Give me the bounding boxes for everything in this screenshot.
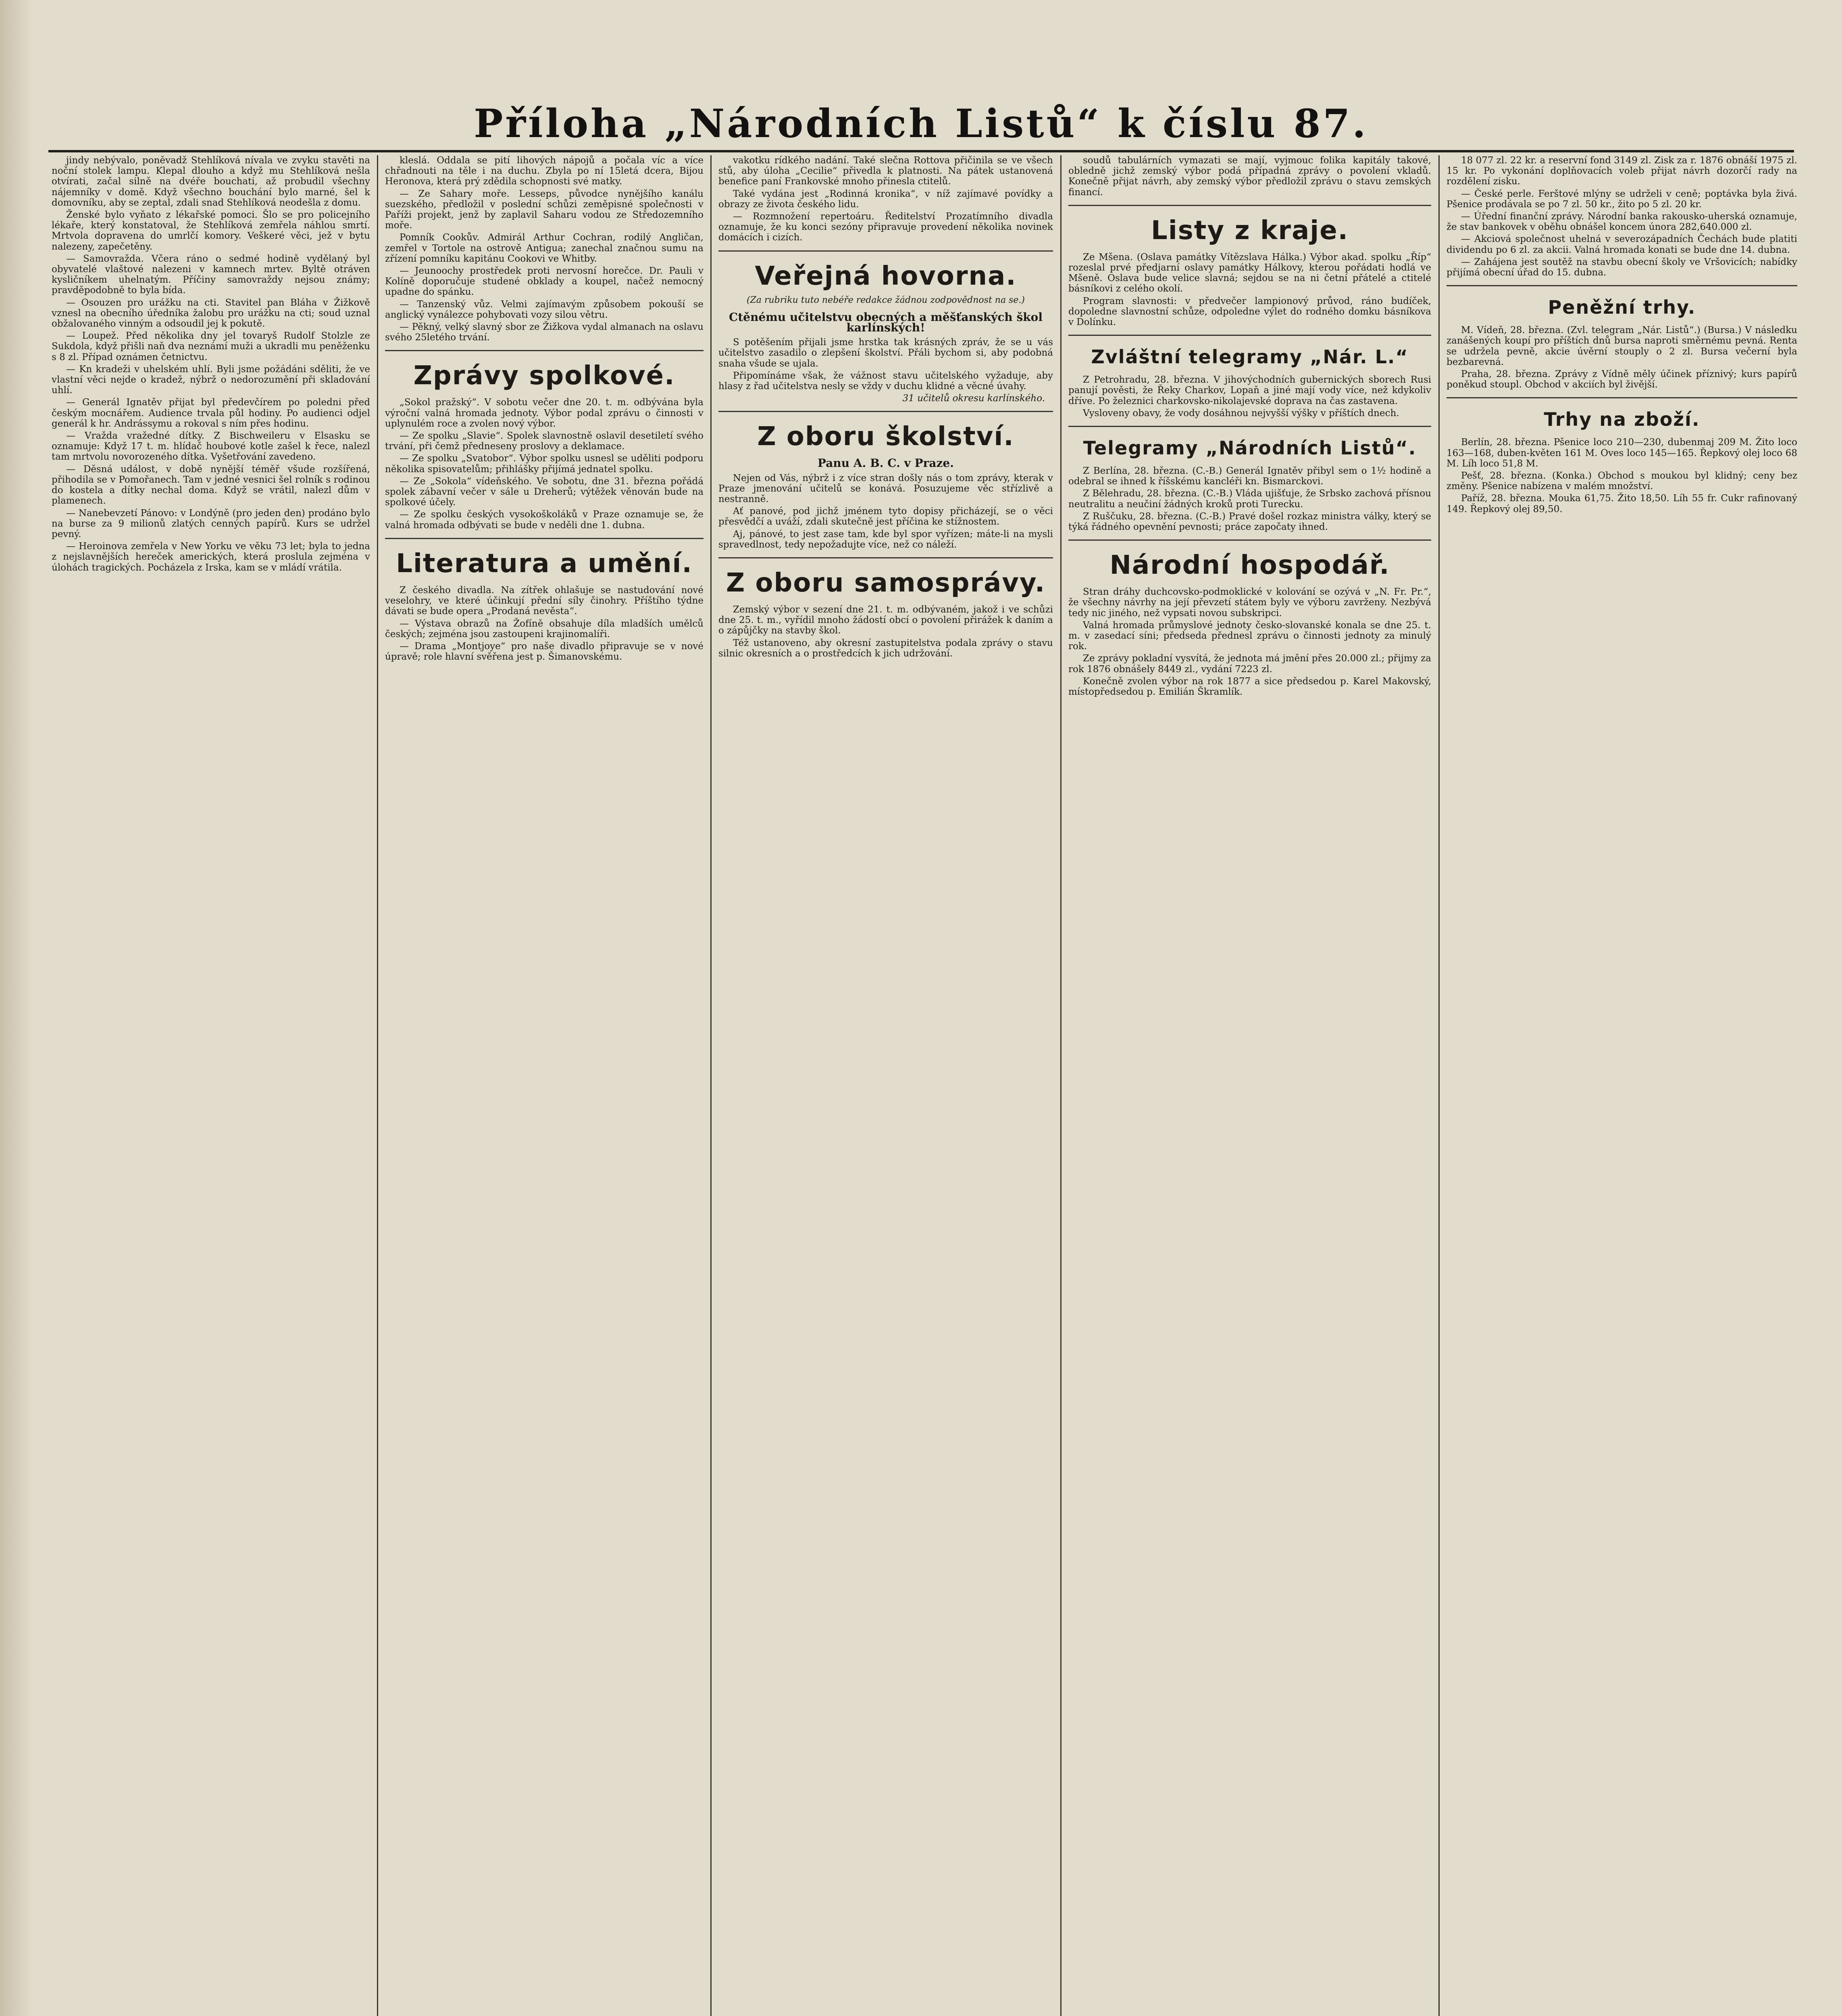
article-paragraph: Valná hromada průmyslové jednoty česko-slovanské konala se dne 25. t. m. v zasedací síni; předseda přednesl zprávu o činnosti jednoty za minulý rok.	[1068, 620, 1431, 652]
article-paragraph: — Ze „Sokola“ vídeňského. Ve sobotu, dne 31. března pořádá spolek zábavní večer v sále u Dreherů; výtěžek věnován bude na spolkové účely.	[385, 476, 703, 508]
article-paragraph: Ze Mšena. (Oslava památky Vítězslava Hálka.) Výbor akad. spolku „Říp“ rozeslal prvé předjarní oslavy památky Hálkovy, kterou pořádati hodlá ve Mšeně. Oslava bude velice slavná; sejdou se na ni četní přátelé a ctitelé básníkovi z celého okolí.	[1068, 252, 1431, 294]
article-paragraph: — Kn kradeži v uhelském uhlí. Byli jsme požádáni sděliti, že ve vlastní věci nejde o kradež, nýbrž o nedorozumění při skladování uhlí.	[52, 364, 370, 396]
article-paragraph: Praha, 28. března. Zprávy z Vídně měly účinek příznivý; kurs papírů poněkud stoupl. Obchod v akciích byl živější.	[1447, 369, 1797, 390]
article-paragraph: M. Vídeň, 28. března. (Zvl. telegram „Nár. Listů“.) (Bursa.) V následku zanášených koupí pro příštích dnů bursa naproti směrnému pevná. Renta se udržela pevně, akcie úvěrní stouply o 2 zl. Bursa večerní byla bezbarevná.	[1447, 325, 1797, 367]
section-rule	[1068, 539, 1431, 541]
section-heading: Z oboru školství.	[757, 422, 1014, 452]
section-heading: Telegramy „Národních Listů“.	[1083, 437, 1417, 459]
article-paragraph: — Vražda vražedné dítky. Z Bischweileru v Elsasku se oznamuje: Když 17 t. m. hlídač houbové kotle zašel k řece, nalezl tam mrtvolu novorozeného dítka. Vyšetřování zavedeno.	[52, 431, 370, 462]
section-heading: Literatura a umění.	[396, 548, 693, 579]
section-rule	[718, 557, 1053, 558]
article-title: Panu A. B. C. v Praze.	[817, 456, 954, 470]
column-5	[1447, 155, 1797, 2016]
section-heading: Národní hospodář.	[1109, 550, 1390, 581]
article-paragraph: Pomník Cookův. Admirál Arthur Cochran, rodilý Angličan, zemřel v Tortole na ostrově Antigua; zanechal značnou sumu na zřízení pomníku kapitánu Cookovi ve Whitby.	[385, 232, 703, 264]
column-divider	[710, 155, 712, 2016]
column-divider	[1060, 155, 1061, 2016]
article-paragraph: Též ustanoveno, aby okresní zastupitelstva podala zprávy o stavu silnic okresních a o prostředcích k jich udržování.	[718, 637, 1053, 659]
article-paragraph: Také vydána jest „Rodinná kronika“, v níž zajímavé povídky a obrazy ze života českého lidu.	[718, 188, 1053, 210]
article-paragraph: Berlín, 28. března. Pšenice loco 210—230, dubenmaj 209 M. Žito loco 163—168, duben-květen 161 M. Oves loco 145—165. Řepkový olej loco 68 M. Líh loco 51,8 M.	[1447, 437, 1797, 469]
article-paragraph: soudů tabulárních vymazati se mají, vyjmouc folika kapitály takové, obledně jichž zemský výbor podá případná zprávy o povolení vkladů. Konečně přijat návrh, aby zemský výbor předložil zprávu o stavu zemských financí.	[1068, 155, 1431, 198]
section-rule	[385, 538, 703, 539]
article-paragraph: — Loupež. Před několika dny jel tovaryš Rudolf Stolzle ze Sukdola, když přišli naň dva neznámí muži a ukradli mu peněženku s 8 zl. Případ oznámen četnictvu.	[52, 331, 370, 362]
section-rule	[1068, 335, 1431, 336]
column-3	[718, 155, 1053, 2016]
article-paragraph: — Akciová společnost uhelná v severozápadních Čechách bude platiti dividendu po 6 zl. za akcii. Valná hromada konati se bude dne 14. dubna.	[1447, 234, 1797, 255]
article-paragraph: — Osouzen pro urážku na cti. Stavitel pan Bláha v Žižkově vznesl na obecního úředníka žalobu pro urážku na cti; soud uznal obžalovaného vinným a odsoudil jej k pokutě.	[52, 297, 370, 329]
section-heading: Veřejná hovorna.	[755, 261, 1017, 291]
article-paragraph: — Ze spolku „Slavie“. Spolek slavnostně oslavil desetiletí svého trvání, při čemž předneseny proslovy a deklamace.	[385, 431, 703, 452]
section-heading: Zvláštní telegramy „Nár. L.“	[1091, 346, 1409, 368]
article-paragraph: kleslá. Oddala se pití lihových nápojů a počala víc a více chřadnouti na těle i na duchu. Zbyla po ní 15letá dcera, Bijou Heronova, která prý zdědila schopnosti své matky.	[385, 155, 703, 187]
article-paragraph: — Nanebevzetí Pánovo: v Londýně (pro jeden den) prodáno bylo na burse za 9 milionů zlatých cenných papírů. Kurs se udržel pevný.	[52, 508, 370, 539]
article-paragraph: — Rozmnožení repertoáru. Ředitelství Prozatímního divadla oznamuje, že ku konci sezóny připravuje provedení několika novinek domácích i cizích.	[718, 211, 1053, 243]
column-2	[385, 155, 703, 2016]
section-note: (Za rubriku tuto nebéře redakce žádnou zodpovědnost na se.)	[747, 295, 1025, 305]
article-paragraph: — Generál Ignatěv přijat byl předevčírem po poledni před českým mocnářem. Audience trvala půl hodiny. Po audienci odjel generál k hr. Andrássymu a rokoval s ním přes hodinu.	[52, 397, 370, 429]
section-rule	[718, 250, 1053, 252]
section-rule	[718, 411, 1053, 412]
article-paragraph: 18 077 zl. 22 kr. a reservní fond 3149 zl. Zisk za r. 1876 obnáší 1975 zl. 15 kr. Po vykonání doplňovacích voleb přijat návrh dozorčí rady na rozdělení zisku.	[1447, 155, 1797, 187]
article-paragraph: Vysloveny obavy, že vody dosáhnou nejvyšší výšky v příštích dnech.	[1083, 408, 1399, 419]
article-paragraph: Program slavnosti: v předvečer lampionový průvod, ráno budíček, dopoledne slavnostní schůze, odpoledne výlet do rodného domku básníkova v Dolínku.	[1068, 296, 1431, 328]
article-paragraph: — Zahájena jest soutěž na stavbu obecní školy ve Vršovicích; nabídky přijímá obecní úřad do 15. dubna.	[1447, 256, 1797, 278]
section-rule	[385, 350, 703, 351]
article-paragraph: Konečně zvolen výbor na rok 1877 a sice předsedou p. Karel Makovský, místopředsedou p. Emilián Škramlík.	[1068, 676, 1431, 698]
article-paragraph: Z českého divadla. Na zítřek ohlašuje se nastudování nové veselohry, ve které účinkují přední síly činohry. Příštího týdne dávati se bude opera „Prodaná nevěsta“.	[385, 585, 703, 617]
section-heading: Zprávy spolkové.	[413, 361, 675, 391]
column-1	[52, 155, 370, 2016]
article-paragraph: — Heroinova zemřela v New Yorku ve věku 73 let; byla to jedna z nejslavnějších hereček amerických, která proslula zejména v úlohách tragických. Pocházela z Irska, kam se v mládí vrátila.	[52, 541, 370, 573]
article-paragraph: — Výstava obrazů na Žofíně obsahuje díla mladších umělců českých; zejména jsou zastoupeni krajinomalíři.	[385, 618, 703, 639]
section-rule	[1068, 426, 1431, 427]
article-paragraph: — Úřední finanční zprávy. Národní banka rakousko-uherská oznamuje, že stav bankovek v oběhu obnášel koncem února 282,640.000 zl.	[1447, 211, 1797, 233]
section-rule	[1447, 397, 1797, 398]
article-paragraph: — Pěkný, velký slavný sbor ze Žižkova vydal almanach na oslavu svého 25letého trvání.	[385, 322, 703, 343]
column-4	[1068, 155, 1431, 2016]
article-paragraph: Z Petrohradu, 28. března. V jihovýchodních gubernických sborech Rusi panují pověsti, že Řeky Charkov, Lopaň a jiné mají vody více, než kdykoliv dříve. Po železnici charkovsko-nikolajevské doprava na čas zastavena.	[1068, 375, 1431, 406]
section-heading: Trhy na zboží.	[1544, 408, 1700, 431]
article-paragraph: Aj, pánové, to jest zase tam, kde byl spor vyřízen; máte-li na mysli spravedlnost, tedy nepožadujte více, než co náleží.	[718, 529, 1053, 550]
page-fold-shadow	[0, 0, 32, 2016]
section-heading: Z oboru samosprávy.	[726, 568, 1046, 598]
article-signature: 31 učitelů okresu karlínského.	[902, 393, 1045, 404]
article-paragraph: Pešť, 28. března. (Konka.) Obchod s moukou byl klidný; ceny bez změny. Pšenice nabízena v malém množství.	[1447, 471, 1797, 492]
article-paragraph: Připomínáme však, že vážnost stavu učitelského vyžaduje, aby hlasy z řad učitelstva nesly se vždy v duchu klidné a věcné úvahy.	[718, 370, 1053, 392]
article-paragraph: Stran dráhy duchcovsko-podmoklické v kolování se ozývá v „N. Fr. Pr.“, že všechny návrhy na její převzetí státem byly ve výboru zavrženy. Nezbývá tedy nic jiného, než vypsati novou subskripci.	[1068, 587, 1431, 619]
column-divider	[377, 155, 378, 2016]
article-paragraph: — Děsná událost, v době nynější téměř všude rozšířená, přihodila se v Pomořanech. Tam v jedné vesnici šel rolník s rodinou do kostela a dítky nechal doma. Když se vrátil, nalezl dům v plamenech.	[52, 464, 370, 506]
article-paragraph: Z Ruščuku, 28. března. (C.-B.) Pravé došel rozkaz ministra války, který se týká řádného opevnění pevnosti; práce započaty ihned.	[1068, 511, 1431, 533]
article-paragraph: — Ze spolku českých vysokoškoláků v Praze oznamuje se, že valná hromada odbývati se bude v neděli dne 1. dubna.	[385, 509, 703, 531]
article-title: Ctěnému učitelstvu obecných a měšťanských škol karlínských!	[729, 310, 1043, 335]
article-paragraph: S potěšením přijali jsme hrstka tak krásných zpráv, že se u vás učitelstvo zasadilo o zlepšení školství. Přáli bychom si, aby podobná snaha všude se ujala.	[718, 337, 1053, 369]
article-paragraph: Ať panové, pod jichž jménem tyto dopisy přicházejí, se o věci přesvědčí a uváží, zdali skutečně jest příčina ke stížnostem.	[718, 506, 1053, 527]
article-paragraph: — Ze spolku „Svatobor“. Výbor spolku usnesl se uděliti podporu několika spisovatelům; přihlášky přijímá jednatel spolku.	[385, 453, 703, 475]
section-heading: Listy z kraje.	[1151, 215, 1349, 246]
article-paragraph: Paříž, 28. března. Mouka 61,75. Žito 18,50. Líh 55 fr. Cukr rafinovaný 149. Řepkový olej 89,50.	[1447, 493, 1797, 514]
article-paragraph: Z Bělehradu, 28. března. (C.-B.) Vláda ujišťuje, že Srbsko zachová přísnou neutralitu a neučiní žádných kroků proti Turecku.	[1068, 488, 1431, 510]
article-paragraph: Ze zprávy pokladní vysvítá, že jednota má jmění přes 20.000 zl.; přijmy za rok 1876 obnášely 8449 zl., vydání 7223 zl.	[1068, 653, 1431, 675]
article-paragraph: — Tanzenský vůz. Velmi zajímavým způsobem pokouší se anglický vynálezce pohybovati vozy silou větru.	[385, 299, 703, 320]
article-paragraph: jindy nebývalo, poněvadž Stehlíková nívala ve zvyku stavěti na noční stolek lampu. Klepal dlouho a když mu Stehlíková nešla otvírati, začal silně na dvéře bouchati, až probudil všechny nájemníky v domě. Když všechno bouchání bylo marné, šel k domovníku, aby se zeptal, zdali snad Stehlíková neodešla z domu.	[52, 155, 370, 208]
article-paragraph: „Sokol pražský“. V sobotu večer dne 20. t. m. odbývána byla výroční valná hromada jednoty. Výbor podal zprávu o činnosti v uplynulém roce a zvolen nový výbor.	[385, 397, 703, 429]
article-paragraph: — Jeunoochy prostředek proti nervosní horečce. Dr. Pauli v Kolíně doporučuje studené obklady a koupel, načež nemocný upadne do spánku.	[385, 266, 703, 298]
masthead-title: Příloha „Národních Listů“ k číslu 87.	[474, 101, 1368, 146]
article-paragraph: Ženské bylo vyňato z lékařské pomoci. Šlo se pro policejního lékaře, který konstatoval, že Stehlíková zemřela náhlou smrtí. Mrtvola dopravena do umrlčí komory. Veškeré věci, jež v bytu nalezeny, zapečetěny.	[52, 210, 370, 252]
article-paragraph: — Ze Sahary moře. Lesseps, původce nynějšího kanálu suezského, předložil v poslední schůzi zeměpisné společnosti v Paříži projekt, jenž by zaplavil Saharu vodou ze Středozemního moře.	[385, 188, 703, 231]
column-divider	[1438, 155, 1440, 2016]
article-paragraph: — Samovražda. Včera ráno o sedmé hodině vydělaný byl obyvatelé vlaštové nalezeni v kamnech mrtev. Byltě otráven kysličníkem uhelnatým. Příčiny samovraždy nejsou známy; pravděpodobně to byla bída.	[52, 253, 370, 296]
article-paragraph: Nejen od Vás, nýbrž i z více stran došly nás o tom zprávy, kterak v Praze jmenování učitelů se konává. Posuzujeme věc střízlivě a nestranně.	[718, 473, 1053, 505]
masthead-rule	[48, 150, 1794, 152]
section-heading: Peněžní trhy.	[1548, 296, 1696, 319]
section-rule	[1447, 285, 1797, 286]
article-paragraph: Z Berlína, 28. března. (C.-B.) Generál Ignatěv přibyl sem o 1½ hodině a odebral se ihned k říšskému kancléři kn. Bismarckovi.	[1068, 466, 1431, 487]
article-paragraph: Zemský výbor v sezení dne 21. t. m. odbývaném, jakož i ve schůzi dne 25. t. m., vyřídil mnoho žádostí obcí o povolení přirážek k daním a o zápůjčky na stavby škol.	[718, 604, 1053, 636]
article-paragraph: vakotku rídkého nadání. Také slečna Rottova přičinila se ve všech stů, aby úloha „Cecilie“ přivedla k platnosti. Na pátek ustanovená benefice paní Frankovské mnoho přinesla ctitelů.	[718, 155, 1053, 187]
article-paragraph: — Drama „Montjoye“ pro naše divadlo připravuje se v nové úpravě; role hlavní svěřena jest p. Šimanovskému.	[385, 641, 703, 662]
article-paragraph: — České perle. Ferštové mlýny se udrželi v ceně; poptávka byla živá. Pšenice prodávala se po 7 zl. 50 kr., žito po 5 zl. 20 kr.	[1447, 188, 1797, 210]
section-rule	[1068, 205, 1431, 206]
